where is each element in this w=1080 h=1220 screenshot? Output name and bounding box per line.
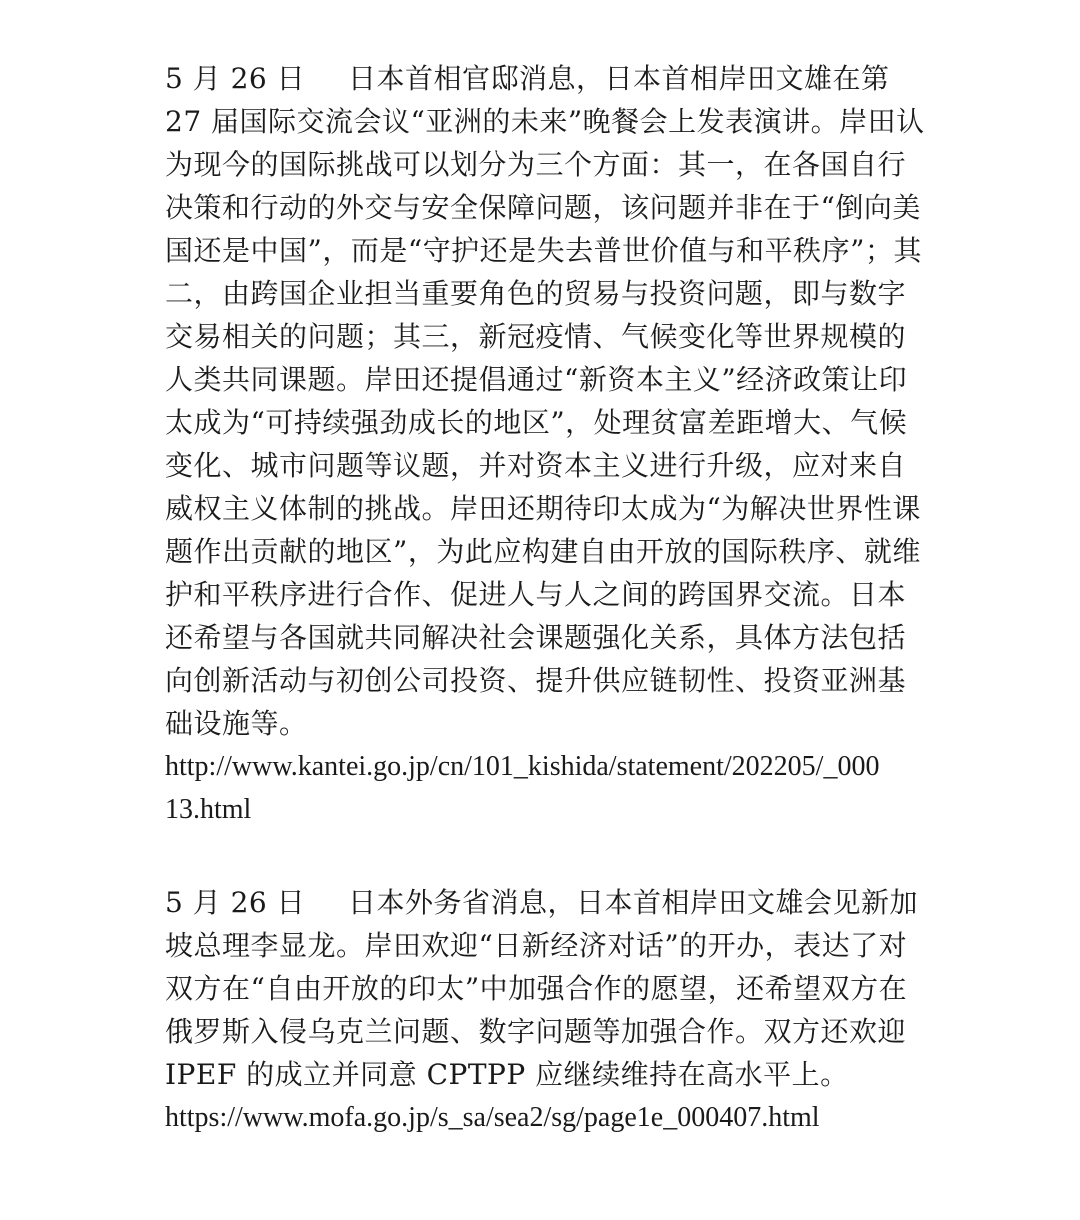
entry-text-line: 础设施等。 — [165, 707, 308, 740]
entry-text-line: 交易相关的问题；其三，新冠疫情、气候变化等世界规模的 — [165, 320, 907, 353]
entry-text-line: 日本外务省消息，日本首相岸田文雄会见新加 — [348, 886, 919, 919]
entry-text-line: 决策和行动的外交与安全保障问题，该问题并非在于“倒向美 — [165, 191, 921, 224]
entry-first-line — [165, 881, 925, 924]
entry-text-line: 还希望与各国就共同解决社会课题强化关系，具体方法包括 — [165, 621, 907, 654]
news-entry — [165, 881, 925, 1139]
entry-text-line: 二，由跨国企业担当重要角色的贸易与投资问题，即与数字 — [165, 277, 907, 310]
entry-date: 5 月 26 日 — [165, 62, 306, 95]
entry-text-line: 太成为“可持续强劲成长的地区”，处理贫富差距增大、气候 — [165, 406, 908, 439]
source-url-line[interactable]: 13.html — [165, 794, 252, 825]
entry-text-line: 国还是中国”，而是“守护还是失去普世价值与和平秩序”；其 — [165, 234, 922, 267]
entry-text-line: 威权主义体制的挑战。岸田还期待印太成为“为解决世界性课 — [165, 492, 921, 525]
news-entry — [165, 57, 925, 831]
entry-text-line: 27 届国际交流会议“亚洲的未来”晚餐会上发表演讲。岸田认 — [165, 105, 925, 138]
entry-text-line: 向创新活动与初创公司投资、提升供应链韧性、投资亚洲基 — [165, 664, 907, 697]
entry-date: 5 月 26 日 — [165, 886, 306, 919]
entry-text-line: 题作出贡献的地区”，为此应构建自由开放的国际秩序、就维 — [165, 535, 921, 568]
entry-text-line: 双方在“自由开放的印太”中加强合作的愿望，还希望双方在 — [165, 972, 908, 1005]
entry-text-line: 日本首相官邸消息，日本首相岸田文雄在第 — [348, 62, 890, 95]
entry-text-line: 为现今的国际挑战可以划分为三个方面：其一，在各国自行 — [165, 148, 907, 181]
source-url-line[interactable]: https://www.mofa.go.jp/s_sa/sea2/sg/page1e_000407.html — [165, 1102, 820, 1133]
entry-first-line — [165, 57, 925, 100]
entry-text-line: 俄罗斯入侵乌克兰问题、数字问题等加强合作。双方还欢迎 — [165, 1015, 907, 1048]
entry-text-line: 坡总理李显龙。岸田欢迎“日新经济对话”的开办，表达了对 — [165, 929, 908, 962]
entry-text-line: 护和平秩序进行合作、促进人与人之间的跨国界交流。日本 — [165, 578, 907, 611]
entry-text-line: 人类共同课题。岸田还提倡通过“新资本主义”经济政策让印 — [165, 363, 908, 396]
source-url-line[interactable]: http://www.kantei.go.jp/cn/101_kishida/statement/202205/_000 — [165, 751, 880, 782]
entry-text-line: IPEF 的成立并同意 CPTPP 应继续维持在高水平上。 — [165, 1058, 849, 1091]
entry-text-line: 变化、城市问题等议题，并对资本主义进行升级，应对来自 — [165, 449, 907, 482]
